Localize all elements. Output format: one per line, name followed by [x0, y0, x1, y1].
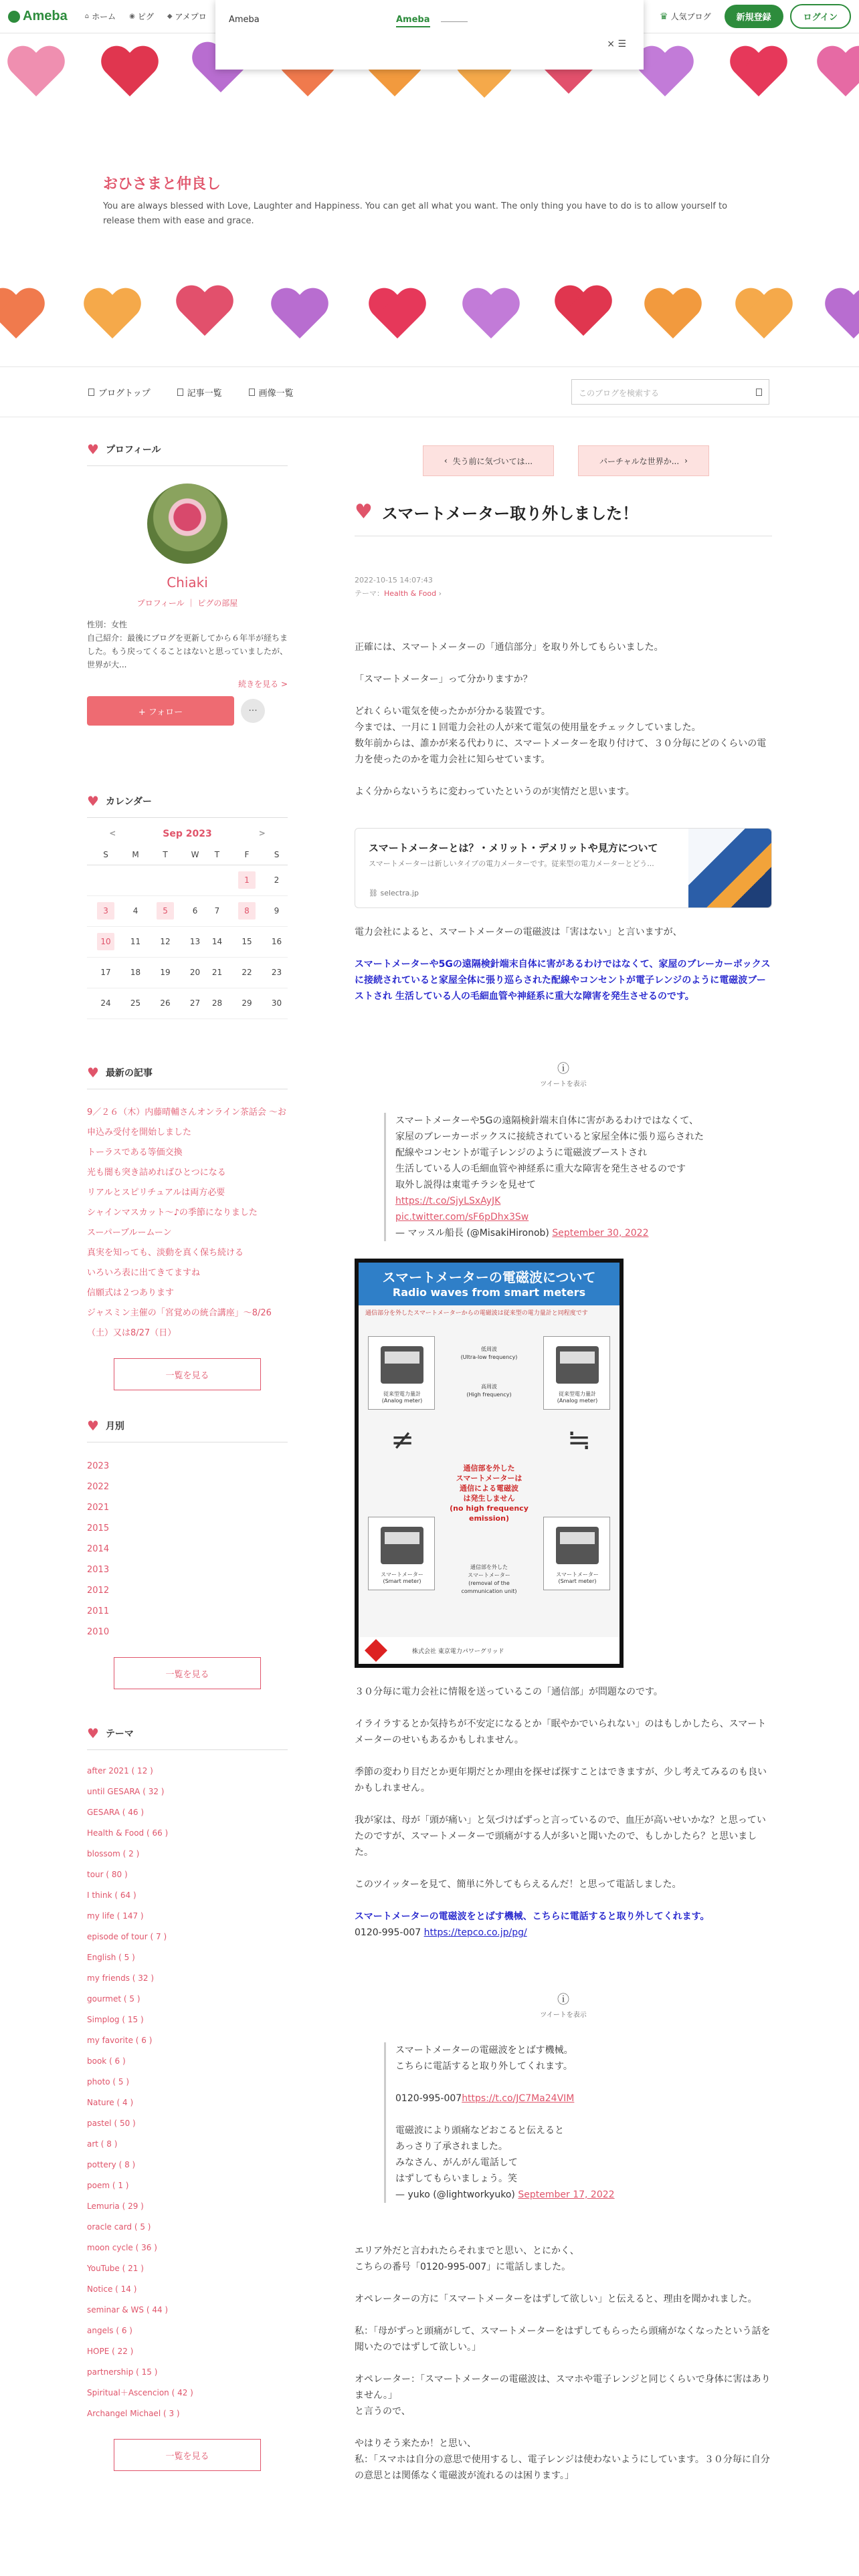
ameba-logo[interactable] [8, 9, 68, 24]
login-button[interactable]: ログイン [790, 4, 851, 29]
heart-icon: ♥ [87, 1418, 99, 1434]
flyer-footer-text: 株式会社 東京電力パワーグリッド [412, 1648, 504, 1655]
article-paragraph: このツイッターを見て、簡単に外してもらえるんだ！と思って電話しました。 [355, 1879, 682, 1890]
profile-info: 性別：女性 自己紹介：最後にブログを更新してから６年半が経ちました。もう戻ってくることはないと思っていましたが、世界が大... [87, 620, 288, 669]
theme-link[interactable]: Lemuria ( 29 ) [87, 2202, 144, 2211]
calendar-week [87, 926, 288, 957]
calendar-day: 9 [266, 895, 288, 926]
calendar-weekday: S [266, 845, 288, 865]
phone-number: 0120-995-007 [355, 1927, 421, 1938]
calendar-day [184, 865, 206, 895]
link-card-description: スマートメーターは新しいタイプの電力メーターです。従来型の電力メーターとどう... [369, 859, 654, 868]
heart-icon: ♥ [87, 1065, 99, 1081]
phone-line [355, 1925, 772, 1941]
link-card[interactable] [355, 828, 772, 908]
heart-image [816, 47, 859, 100]
link-icon: ⛓ [369, 889, 381, 897]
latest-article-link[interactable]: 真実を知っても、淡動を真く保ち続ける [87, 1248, 244, 1258]
calendar-day: 4 [124, 895, 147, 926]
next-article-link[interactable] [578, 445, 709, 476]
subnav-article-list[interactable] [177, 386, 222, 399]
removed-unit-label: 通信部を外した スマートメーター (removal of the communication unit) [461, 1564, 517, 1594]
dropdown-brand: Ameba [229, 15, 260, 25]
article-paragraph: どれくらい電気を使ったかが分かる装置です。 今までは、一月に１回電力会社の人が来て電気の使用量をチェックしていました。 数年前からは、誰かが来る代わりに、スマートメーターを取り付けて、３０分毎にどのくらいの電力を使ったのかを電力会社に知らせています。 [355, 706, 767, 765]
latest-article-link[interactable]: トーラスである等価交換 [87, 1148, 183, 1158]
theme-link[interactable]: blossom ( 2 ) [87, 1849, 140, 1858]
article-paragraph: エリア外だと言われたらそれまでと思い、とにかく、 こちらの番号「0120-995-007」に電話しました。 [355, 2246, 579, 2272]
calendar-day: 15 [228, 926, 266, 957]
theme-link[interactable]: photo ( 5 ) [87, 2077, 130, 2086]
theme-link[interactable]: after 2021 ( 12 ) [87, 1766, 153, 1776]
subnav-image-list-label: 画像一覧 [258, 389, 294, 399]
article-list-icon [177, 389, 183, 396]
heart-image [554, 286, 613, 340]
latest-article-link[interactable]: スーパーブルームーン [87, 1228, 172, 1238]
heart-image [735, 289, 793, 342]
article-paragraph: ３０分毎に電力会社に情報を送っているこの「通信部」が問題なのです。 [355, 1687, 663, 1697]
dropdown-close-button[interactable]: × ☰ [607, 39, 626, 49]
flyer-title-en: Radio waves from smart meters [392, 1286, 586, 1299]
tweet-author-line [395, 2187, 615, 2203]
nav-home-label: ホーム [92, 12, 116, 21]
heart-image [270, 289, 329, 342]
tweet-body: スマートメーターの電磁波をとばす機械。 こちらに電話すると取り外してくれます。 [395, 2045, 573, 2072]
calendar-day: 24 [87, 988, 124, 1018]
calendar-heading [87, 793, 288, 818]
tweet-author-line [395, 1225, 704, 1241]
themes-list [87, 1761, 288, 2424]
calendar-week [87, 988, 288, 1018]
heart-icon: ♥ [87, 441, 99, 457]
meter-display [385, 1532, 419, 1544]
monthly-heading-label: 月別 [105, 1421, 124, 1432]
calendar-day[interactable] [228, 865, 266, 895]
smart-meter-box [543, 1517, 610, 1590]
calendar-day: 14 [206, 926, 228, 957]
calendar-day: 19 [147, 957, 184, 988]
calendar-day [206, 865, 228, 895]
article-paragraph: 正確には、スマートメーターの「通信部分」を取り外してもらいました。 [355, 642, 664, 653]
smart-meter-box [368, 1517, 435, 1590]
theme-link[interactable]: YouTube ( 21 ) [87, 2264, 144, 2273]
calendar-day-link[interactable]: 8 [238, 902, 256, 920]
theme-link[interactable]: angels ( 6 ) [87, 2326, 132, 2335]
theme-link[interactable]: Notice ( 14 ) [87, 2284, 137, 2294]
article-theme [355, 587, 442, 601]
article-paragraph: 私：「母がずっと頭痛がして、スマートメーターをはずしてもらったら頭痛がなくなったという話を聞いたのではずして欲しい。」 [355, 2326, 771, 2353]
signup-button[interactable]: 新規登録 [725, 5, 783, 28]
heart-image [7, 47, 66, 100]
theme-link[interactable]: my life ( 147 ) [87, 1911, 144, 1921]
profile-heading [87, 441, 288, 466]
theme-link[interactable]: Spiritual＋Ascencion ( 42 ) [87, 2388, 193, 2397]
tweet-url[interactable]: https://t.co/JC7Ma24VIM [462, 2093, 575, 2104]
themes-more-button[interactable]: 一覧を見る [114, 2439, 261, 2471]
calendar-day-link[interactable]: 3 [97, 902, 114, 920]
calendar-weekday: S [87, 845, 124, 865]
calendar-weekday: T [206, 845, 228, 865]
link-card-title: スマートメーターとは？・メリット・デメリットや見方について [369, 842, 658, 854]
calendar-week [87, 895, 288, 926]
article-theme-link[interactable]: Health & Food [384, 589, 437, 598]
blog-description: You are always blessed with Love, Laughter and Happiness. You can get all what you want. The only thing you have to do is to allow yourself to release them with ease and grace. [103, 201, 728, 226]
heart-icon: ♥ [87, 793, 99, 809]
subnav-blog-top[interactable] [88, 386, 151, 399]
tweet-label[interactable]: ツイートを表示 [540, 1081, 587, 1088]
article-pager [423, 445, 709, 476]
article-paragraph: 季節の変わり目だとか更年期だとか理由を探せば探すことはできますが、少し考えてみるのも良いかもしれません。 [355, 1767, 767, 1794]
tepco-logo-icon [365, 1639, 387, 1662]
calendar-day [147, 865, 184, 895]
blog-search-input[interactable] [571, 379, 769, 405]
subnav-image-list[interactable] [249, 386, 294, 399]
theme-link[interactable]: I think ( 64 ) [87, 1891, 136, 1900]
heart-image [644, 289, 702, 342]
heart-image [462, 289, 520, 342]
follow-row [87, 696, 288, 726]
theme-link[interactable]: Archangel Michael ( 3 ) [87, 2409, 180, 2418]
latest-article-link[interactable]: ジャスミン主催の「宮覚めの統合講座」～8/26（土）又は8/27（日） [87, 1308, 272, 1338]
calendar-day: 29 [228, 988, 266, 1018]
theme-link[interactable]: oracle card ( 5 ) [87, 2222, 151, 2232]
smart-meter-flyer [359, 1263, 619, 1664]
heart-image [368, 289, 427, 342]
theme-link[interactable]: Nature ( 4 ) [87, 2098, 134, 2107]
calendar-heading-label: カレンダー [105, 796, 153, 807]
dropdown-search-value: Ameba [396, 15, 430, 27]
themes-heading [87, 1725, 288, 1750]
theme-link[interactable]: pottery ( 8 ) [87, 2160, 136, 2169]
calendar-table [87, 845, 288, 1019]
flyer-subtitle: 通信部分を外したスマートメーターからの電磁波は従来型の電力量計と同程度です [365, 1310, 588, 1317]
search-placeholder: このブログを検索する [579, 389, 660, 398]
calendar-day: 18 [124, 957, 147, 988]
calendar-weekday: F [228, 845, 266, 865]
next-article-label: パーチャルな世界か... [599, 456, 680, 466]
tweet-pic-url[interactable]: pic.twitter.com/sF6pDhx3Sw [395, 1212, 529, 1222]
heart-image [175, 286, 234, 340]
calendar-day[interactable] [87, 895, 124, 926]
search-dropdown [215, 0, 644, 70]
article-photo[interactable] [355, 1259, 624, 1668]
nav-pigg-label: ピグ [137, 12, 154, 21]
article-paragraph: オペレーターの方に「スマートメーターをはずして欲しい」と伝えると、理由を聞かれました。 [355, 2294, 757, 2304]
article-highlight: スマートメーターや5Gの遠隔検針端末自体に害があるわけではなくて、家屋のブレーカーボックスに接続されていると家屋全体に張り巡らされた配線やコンセントが電子レンジのように電磁波ブーストされ 生活している人の毛細血管や神経系に重大な障害を発生させるのです。 [355, 959, 771, 1002]
flyer-red-notice: 通信部を外した スマートメーターは 通信による電磁波 は発生しません (no high frequency emission) [450, 1464, 529, 1523]
theme-link[interactable]: seminar & WS ( 44 ) [87, 2305, 169, 2315]
more-options-button[interactable]: ··· [241, 699, 265, 723]
profile-heading-label: プロフィール [105, 445, 161, 455]
profile-name[interactable]: Chiaki [167, 574, 208, 591]
subnav-article-list-label: 記事一覧 [187, 389, 222, 399]
theme-link[interactable]: my favorite ( 6 ) [87, 2036, 153, 2045]
link-card-thumbnail [688, 829, 771, 907]
nav-amepro[interactable] [167, 11, 207, 22]
nav-pigg[interactable] [129, 11, 154, 22]
tweet-pic-link [395, 1209, 704, 1225]
tweet-body: スマートメーターや5Gの遠隔検針端末自体に害があるわけではなくて、 家屋のブレーカーボックスに接続されていると家屋全体に張り巡らされた 配線やコンセントが電子レンジのように電磁波ブーストされ 生活している人の毛細血管や神経系に重大な障害を発生させるのです 取外し説得は東電チラシを見せて [395, 1115, 704, 1190]
calendar-day: 30 [266, 988, 288, 1018]
smart-meter-label: スマートメーター (Smart meter) [381, 1572, 423, 1584]
analog-meter-label: 従来型電力量計 (Analog meter) [381, 1391, 423, 1404]
year-archive-link[interactable]: 2012 [87, 1586, 110, 1596]
blog-top-icon [88, 389, 94, 396]
heart-image [636, 47, 694, 100]
latest-heading [87, 1065, 288, 1089]
heart-image [729, 47, 788, 100]
meter-display [560, 1352, 595, 1364]
calendar-day: 11 [124, 926, 147, 957]
calendar-month-nav [87, 829, 288, 839]
theme-link[interactable]: partnership ( 15 ) [87, 2367, 158, 2377]
monthly-section [87, 1418, 288, 1689]
monthly-more-button[interactable]: 一覧を見る [114, 1657, 261, 1689]
calendar-day: 7 [206, 895, 228, 926]
year-archive-link[interactable]: 2014 [87, 1544, 110, 1554]
article-paragraph: 電力会社によると、スマートメーターの電磁波は「害はない」と言いますが、 [355, 927, 682, 938]
info-icon: ⓘ [557, 1993, 569, 2007]
calendar-day[interactable] [147, 895, 184, 926]
chevron-right-icon: › [436, 589, 442, 598]
tweet-phone: 0120-995-007 [395, 2093, 462, 2104]
blog-subnav [0, 366, 859, 417]
article-body-intro [355, 639, 772, 800]
analog-meter-box [368, 1336, 435, 1410]
dropdown-search-input[interactable] [396, 15, 515, 25]
article-paragraph: 「スマートメーター」って分かりますか？ [355, 674, 533, 685]
profile-section [87, 441, 288, 726]
flyer-title-ja: スマートメーターの電磁波について [382, 1269, 596, 1285]
analog-meter-label: 従来型電力量計 (Analog meter) [557, 1391, 598, 1404]
theme-link[interactable]: HOPE ( 22 ) [87, 2347, 134, 2356]
chevron-left-icon: ‹ [444, 456, 448, 465]
info-icon: ⓘ [557, 1062, 569, 1076]
theme-link[interactable]: GESARA ( 46 ) [87, 1808, 145, 1817]
amepro-icon: ◆ [167, 13, 173, 20]
tepco-link[interactable]: https://tepco.co.jp/pg/ [423, 1927, 527, 1938]
article-body-after-photo [355, 1684, 772, 1941]
calendar-next-button[interactable]: > [258, 829, 266, 838]
latest-article-link[interactable]: 光も闇も突き詰めればひとつになる [87, 1168, 226, 1178]
top-right-actions [660, 4, 851, 29]
monthly-archive-list [87, 1456, 288, 1642]
calendar-day: 6 [184, 895, 206, 926]
link-card-site-label: selectra.jp [380, 889, 419, 897]
heart-image [824, 289, 859, 342]
popular-label: 人気ブログ [670, 12, 711, 21]
article-paragraph: オペレーター：「スマートメーターの電磁波は、スマホや電子レンジと同じくらいで身体に害はありません。」 と言うので、 [355, 2374, 771, 2417]
profile-links[interactable]: プロフィール ｜ ピグの部屋 [136, 599, 238, 608]
popular-blogs-link[interactable] [660, 11, 711, 22]
calendar-weekday: W [184, 845, 206, 865]
calendar-week [87, 865, 288, 895]
latest-more-button[interactable]: 一覧を見る [114, 1358, 261, 1390]
calendar-day: 17 [87, 957, 124, 988]
tweet-url[interactable]: https://t.co/SjyLSxAyJK [395, 1196, 501, 1206]
calendar-day: 21 [206, 957, 228, 988]
logo-text: Ameba [23, 9, 68, 23]
tweet-date[interactable]: September 30, 2022 [552, 1228, 649, 1239]
smart-meter-label: スマートメーター (Smart meter) [556, 1572, 599, 1584]
embedded-tweet [384, 1113, 704, 1241]
pigg-icon: ◉ [129, 13, 135, 20]
calendar-day: 13 [184, 926, 206, 957]
header-hearts-bottom [0, 277, 859, 370]
heart-image [83, 289, 142, 342]
theme-link[interactable]: book ( 6 ) [87, 2056, 126, 2066]
article-meta [355, 574, 442, 601]
tweet-label[interactable]: ツイートを表示 [540, 2012, 587, 2019]
approx-equal-symbol: ≒ [567, 1423, 591, 1456]
calendar-day [124, 865, 147, 895]
calendar-day: 27 [184, 988, 206, 1018]
home-icon: ⌂ [84, 13, 90, 20]
year-archive-link[interactable]: 2023 [87, 1461, 110, 1471]
calendar-day: 20 [184, 957, 206, 988]
calendar-day-link[interactable]: 1 [238, 871, 256, 889]
year-archive-link[interactable]: 2011 [87, 1606, 110, 1616]
tweet-body: 電磁波により頭痛などおこると伝えると あっさり了承されました。 みなさん、がんがん電話して はずしてもらいましょう。笑 [395, 2125, 564, 2184]
article-body-end [355, 2243, 772, 2484]
calendar-month: Sep 2023 [163, 829, 212, 839]
theme-link[interactable]: Simplog ( 15 ) [87, 2015, 144, 2024]
calendar-day: 28 [206, 988, 228, 1018]
top-nav [85, 11, 207, 22]
latest-articles-list [87, 1103, 288, 1344]
calendar-section [87, 793, 288, 1019]
ameba-logo-icon [8, 11, 20, 23]
chevron-right-icon: › [684, 456, 688, 465]
image-list-icon [249, 389, 255, 396]
prev-article-link[interactable] [423, 445, 554, 476]
flyer-header [359, 1263, 619, 1305]
calendar-day [87, 865, 124, 895]
profile-more-link[interactable]: 続きを見る > [238, 679, 288, 689]
theme-link[interactable]: moon cycle ( 36 ) [87, 2243, 157, 2252]
article-paragraph: 我が家は、母が「頭が痛い」と気づけばずっと言っているので、血圧が高いせいかな？と思っていたのですが、スマートメーターで頭痛がする人が多いと聞いたので、もしかしたら？と思いました。 [355, 1815, 766, 1858]
tweet-phone-line [395, 2090, 615, 2107]
theme-link[interactable]: episode of tour ( 7 ) [87, 1932, 167, 1941]
calendar-weekday: M [124, 845, 147, 865]
article-date: 2022-10-15 14:07:43 [355, 576, 433, 584]
calendar-day[interactable] [87, 926, 124, 957]
article-theme-label: テーマ： [355, 589, 384, 598]
link-card-site [369, 889, 419, 897]
article-title [355, 500, 772, 536]
year-archive-link[interactable]: 2021 [87, 1503, 110, 1513]
theme-link[interactable]: tour ( 80 ) [87, 1870, 128, 1879]
theme-link[interactable]: pastel ( 50 ) [87, 2119, 136, 2128]
not-equal-symbol: ≠ [391, 1423, 415, 1456]
article-title-text: スマートメーター取り外しました！ [381, 504, 639, 523]
monthly-heading [87, 1418, 288, 1442]
low-frequency-label: 低周波 (Ultra-low frequency) [460, 1346, 518, 1360]
analog-meter-box [543, 1336, 610, 1410]
latest-articles-section [87, 1065, 288, 1390]
calendar-day-link[interactable]: 5 [157, 902, 174, 920]
calendar-prev-button[interactable]: < [109, 829, 116, 838]
flyer-footer [359, 1637, 619, 1664]
subnav-blog-top-label: ブログトップ [98, 389, 151, 399]
themes-section [87, 1725, 288, 2471]
heart-image [0, 289, 45, 342]
latest-article-link[interactable]: いろいろ表に出てきてますね [87, 1268, 201, 1278]
heart-image [100, 47, 159, 100]
theme-link[interactable]: my friends ( 32 ) [87, 1973, 155, 1983]
calendar-weekday: T [147, 845, 184, 865]
calendar-day: 26 [147, 988, 184, 1018]
article-highlight: スマートメーターの電磁波をとばす機械、こちらに電話すると取り外してくれます。 [355, 1911, 710, 1922]
heart-icon: ♥ [355, 500, 373, 524]
calendar-day[interactable] [228, 895, 266, 926]
article-paragraph: やはりそう来たか！と思い、 私：「スマホは自分の意思で使用するし、電子レンジは使わないようにしています。３０分毎に自分の意思とは関係なく電磁波が流れるのは困ります。」 [355, 2438, 770, 2481]
crown-icon: ♛ [660, 11, 668, 22]
themes-heading-label: テーマ [105, 1729, 134, 1739]
theme-link[interactable]: art ( 8 ) [87, 2139, 118, 2149]
blog-title[interactable]: おひさまと仲良し [103, 176, 221, 193]
avatar[interactable] [147, 484, 227, 564]
high-frequency-label: 高周波 (High frequency) [466, 1384, 512, 1398]
latest-article-link[interactable]: リアルとスピリチュアルは両方必要 [87, 1188, 225, 1198]
meter-display [385, 1352, 419, 1364]
calendar-day: 22 [228, 957, 266, 988]
calendar-week [87, 957, 288, 988]
year-archive-link[interactable]: 2013 [87, 1565, 110, 1575]
latest-heading-label: 最新の記事 [105, 1068, 153, 1079]
prev-article-label: 失う前に気づいては... [452, 456, 533, 466]
calendar-day: 2 [266, 865, 288, 895]
latest-article-link[interactable]: 信願式は２つあります [87, 1288, 175, 1298]
article-body-mid [355, 924, 772, 1004]
latest-article-link[interactable]: シャインマスカット〜♪の季節になりました [87, 1208, 258, 1218]
nav-amepro-label: アメプロ [175, 12, 207, 21]
tweet-link [395, 1193, 704, 1209]
theme-link[interactable]: English ( 5 ) [87, 1953, 135, 1962]
calendar-day: 16 [266, 926, 288, 957]
article-paragraph: よく分からないうちに変わっていたというのが実情だと思います。 [355, 786, 635, 797]
embedded-tweet [384, 2042, 615, 2203]
tweet-author: — yuko (@lightworkyuko) [395, 2189, 515, 2200]
theme-link[interactable]: Health & Food ( 66 ) [87, 1828, 169, 1838]
tweet-date[interactable]: September 17, 2022 [518, 2189, 615, 2200]
nav-home[interactable] [85, 11, 116, 22]
theme-link[interactable]: poem ( 1 ) [87, 2181, 129, 2190]
theme-link[interactable]: gourmet ( 5 ) [87, 1994, 140, 2004]
search-icon[interactable] [756, 389, 762, 396]
calendar-day: 12 [147, 926, 184, 957]
calendar-day-link[interactable]: 10 [97, 933, 114, 950]
article-paragraph: イライラするとか気持ちが不安定になるとか「眠やかでいられない」のはもしかしたら、スマートメーターのせいもあるかもしれません。 [355, 1719, 767, 1745]
year-archive-link[interactable]: 2022 [87, 1482, 110, 1492]
year-archive-link[interactable]: 2010 [87, 1627, 110, 1637]
meter-display [560, 1532, 595, 1544]
follow-button[interactable]: + フォロー [87, 696, 234, 726]
dropdown-input-line [441, 21, 468, 22]
heart-icon: ♥ [87, 1725, 99, 1741]
latest-article-link[interactable]: 9／２６（木）内藤晴輔さんオンライン茶話会 ～お申込み受付を開始しました [87, 1107, 287, 1138]
tweet-author: — マッスル船長 (@MisakiHironob) [395, 1228, 549, 1239]
calendar-day: 25 [124, 988, 147, 1018]
year-archive-link[interactable]: 2015 [87, 1523, 110, 1533]
calendar-day: 23 [266, 957, 288, 988]
theme-link[interactable]: until GESARA ( 32 ) [87, 1787, 165, 1796]
